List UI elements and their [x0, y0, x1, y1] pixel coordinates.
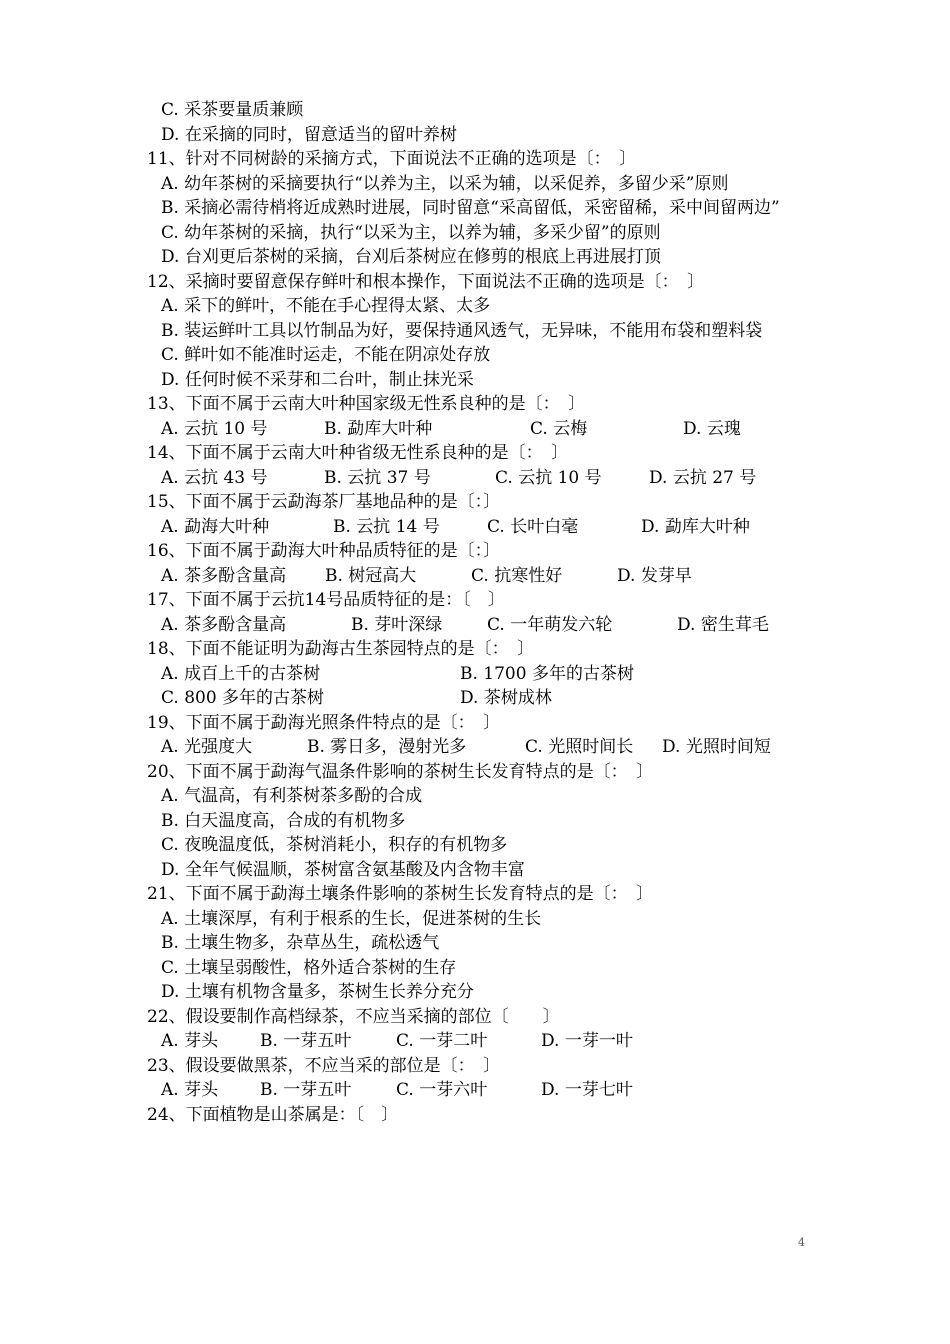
- option-b-q19: B. 雾日多，漫射光多: [307, 737, 467, 757]
- option-c-q12: C. 鲜叶如不能准时运走，不能在阴凉处存放: [161, 345, 491, 365]
- option-b-q23: B. 一芽五叶: [260, 1080, 352, 1100]
- option-d-q22: D. 一芽一叶: [541, 1031, 633, 1051]
- option-c-q14: C. 云抗 10 号: [495, 467, 602, 488]
- question-18: 18、下面不能证明为勐海古生茶园特点的是〔： 〕: [147, 639, 535, 659]
- option-c-q17: C. 一年萌发六轮: [487, 614, 613, 635]
- option-a-q18: A. 成百上千的古茶树: [161, 663, 321, 684]
- option-c-q18: C. 800 多年的古茶树: [161, 688, 325, 708]
- options-q18-row2: [147, 686, 837, 711]
- options-q15: [147, 515, 837, 540]
- option-d-q10: D. 在采摘的同时，留意适当的留叶养树: [161, 124, 457, 145]
- option-d-q14: D. 云抗 27 号: [649, 467, 757, 488]
- option-b-q18: B. 1700 多年的古茶树: [460, 663, 634, 684]
- option-a-q13: A. 云抗 10 号: [161, 418, 268, 439]
- option-d-q13: D. 云瑰: [683, 418, 741, 439]
- question-24: 24、下面植物是山茶属是：〔 〕: [147, 1104, 399, 1125]
- option-d-q18: D. 茶树成林: [460, 688, 552, 708]
- options-q23: [147, 1078, 837, 1103]
- option-d-q16: D. 发芽早: [617, 565, 692, 586]
- option-d-q11: D. 台刈更后茶树的采摘，台刈后茶树应在修剪的根底上再进展打顶: [161, 247, 661, 267]
- question-21: 21、下面不属于勐海土壤条件影响的茶树生长发育特点的是〔： 〕: [147, 884, 654, 904]
- option-a-q17: A. 茶多酚含量高: [161, 614, 287, 635]
- option-a-q20: A. 气温高，有利茶树茶多酚的合成: [161, 786, 423, 806]
- option-a-q11: A. 幼年茶树的采摘要执行“以养为主，以采为辅，以采促养，多留少采”原则: [161, 173, 729, 194]
- option-d-q20: D. 全年气候温顺，茶树富含氨基酸及内含物丰富: [161, 859, 525, 880]
- page-number: 4: [798, 1236, 805, 1249]
- question-11: 11、针对不同树龄的采摘方式，下面说法不正确的选项是〔： 〕: [147, 149, 637, 169]
- question-17: 17、下面不属于云抗14号品质特征的是：〔 〕: [147, 590, 505, 610]
- option-a-q14: A. 云抗 43 号: [161, 467, 268, 488]
- option-b-q11: B. 采摘必需待梢将近成熟时进展，同时留意“采高留低，采密留稀，采中间留两边”: [161, 198, 780, 218]
- option-a-q21: A. 土壤深厚，有利于根系的生长，促进茶树的生长: [161, 908, 542, 929]
- options-q22: [147, 1029, 837, 1054]
- option-d-q19: D. 光照时间短: [662, 737, 771, 757]
- option-b-q20: B. 白天温度高，合成的有机物多: [161, 810, 406, 831]
- option-c-q13: C. 云梅: [530, 418, 588, 439]
- question-19: 19、下面不属于勐海光照条件特点的是〔： 〕: [147, 712, 501, 733]
- option-b-q15: B. 云抗 14 号: [333, 516, 440, 537]
- option-d-q21: D. 土壤有机物含量多，茶树生长养分充分: [161, 982, 474, 1002]
- options-q19: [147, 735, 837, 760]
- option-c-q22: C. 一芽二叶: [396, 1031, 488, 1051]
- option-a-q19: A. 光强度大: [161, 737, 253, 757]
- question-list: [147, 98, 837, 1127]
- option-d-q23: D. 一芽七叶: [541, 1080, 633, 1100]
- option-c-q11: C. 幼年茶树的采摘，执行“以采为主，以养为辅，多采少留”的原则: [161, 222, 661, 243]
- option-b-q21: B. 土壤生物多，杂草丛生，疏松透气: [161, 933, 440, 953]
- option-d-q12: D. 任何时候不采芽和二台叶，制止抹光采: [161, 369, 474, 390]
- option-a-q22: A. 芽头: [161, 1031, 219, 1051]
- option-b-q22: B. 一芽五叶: [260, 1031, 352, 1051]
- option-b-q17: B. 芽叶深绿: [351, 614, 443, 635]
- question-12: 12、采摘时要留意保存鲜叶和根本操作，下面说法不正确的选项是〔： 〕: [147, 271, 705, 292]
- options-q17: [147, 613, 837, 638]
- question-20: 20、下面不属于勐海气温条件影响的茶树生长发育特点的是〔： 〕: [147, 761, 654, 782]
- option-c-q19: C. 光照时间长: [525, 737, 634, 757]
- question-14: 14、下面不属于云南大叶种省级无性系良种的是〔： 〕: [147, 443, 569, 463]
- question-16: 16、下面不属于勐海大叶种品质特征的是〔：〕: [147, 541, 501, 561]
- option-a-q16: A. 茶多酚含量高: [161, 565, 287, 586]
- options-q13: [147, 417, 837, 442]
- option-a-q15: A. 勐海大叶种: [161, 516, 270, 537]
- option-d-q15: D. 勐库大叶种: [641, 516, 750, 537]
- options-q16: [147, 564, 837, 589]
- option-b-q13: B. 勐库大叶种: [324, 418, 433, 439]
- option-c-q20: C. 夜晚温度低，茶树消耗小，积存的有机物多: [161, 835, 508, 855]
- option-d-q17: D. 密生茸毛: [677, 614, 769, 635]
- option-a-q12: A. 采下的鲜叶，不能在手心捏得太紧、太多: [161, 296, 491, 316]
- option-c-q21: C. 土壤呈弱酸性，格外适合茶树的生存: [161, 957, 457, 978]
- option-c-q16: C. 抗寒性好: [471, 565, 563, 586]
- question-13: 13、下面不属于云南大叶种国家级无性系良种的是〔： 〕: [147, 394, 586, 414]
- question-23: 23、假设要做黑茶，不应当采的部位是〔： 〕: [147, 1055, 501, 1076]
- option-c-q15: C. 长叶白毫: [487, 516, 579, 537]
- options-q18-row1: [147, 662, 837, 687]
- question-22: 22、假设要制作高档绿茶，不应当采摘的部位〔 〕: [147, 1006, 560, 1027]
- question-15: 15、下面不属于云勐海茶厂基地品种的是〔：〕: [147, 492, 501, 512]
- option-a-q23: A. 芽头: [161, 1080, 219, 1100]
- option-c-q10: C. 采茶要量质兼顾: [161, 100, 304, 120]
- option-b-q12: B. 装运鲜叶工具以竹制品为好，要保持通风透气，无异味，不能用布袋和塑料袋: [161, 320, 763, 341]
- option-c-q23: C. 一芽六叶: [396, 1080, 488, 1100]
- option-b-q14: B. 云抗 37 号: [324, 467, 431, 488]
- options-q14: [147, 466, 837, 491]
- option-b-q16: B. 树冠高大: [325, 565, 417, 586]
